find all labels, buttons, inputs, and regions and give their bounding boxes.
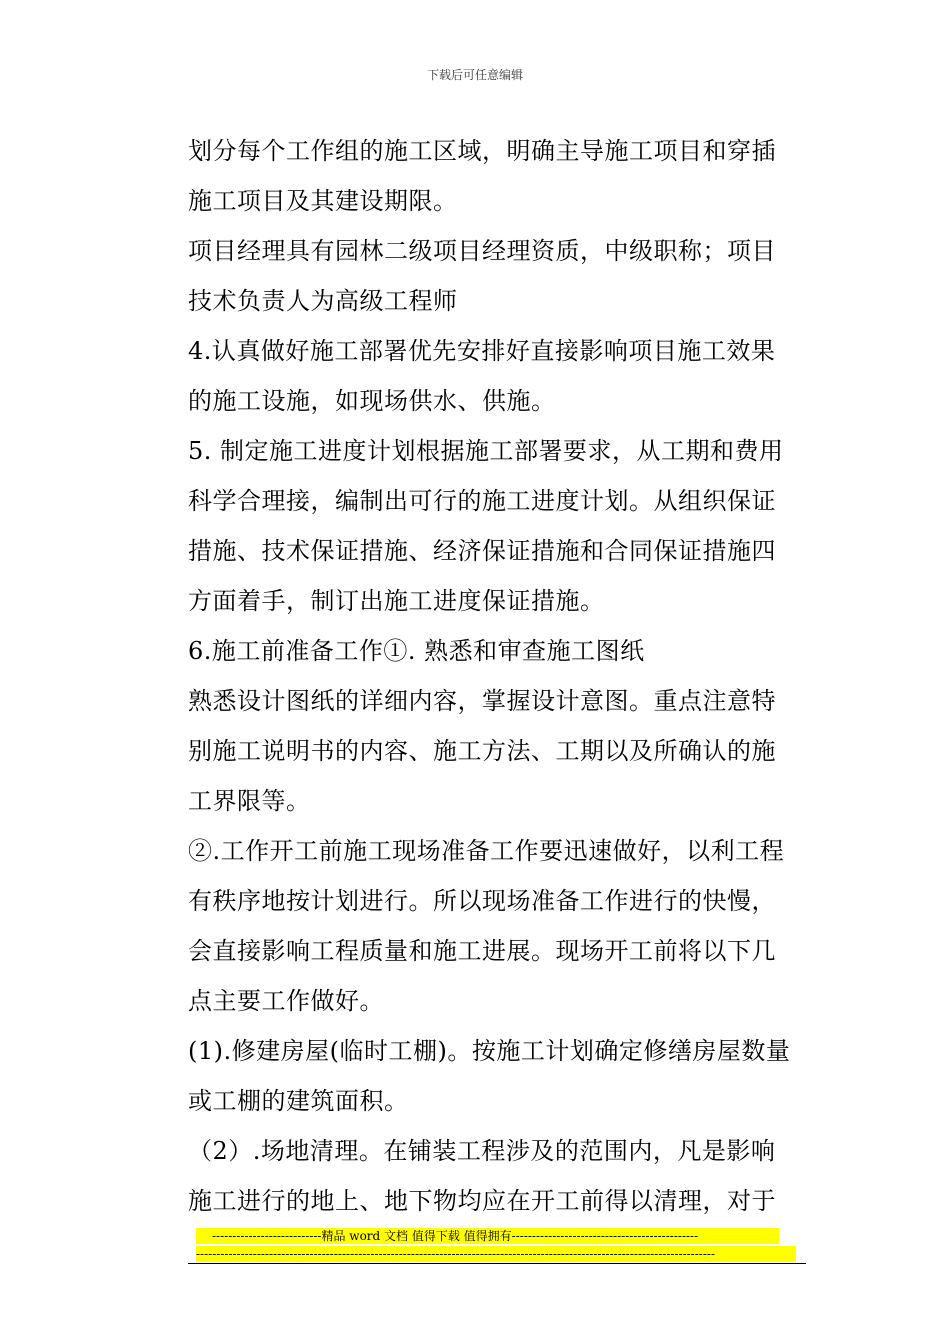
body-line: 工界限等。 [188,787,311,815]
body-line: (1).修建房屋(临时工棚)。按施工计划确定修缮房屋数量 [188,1037,791,1065]
body-line: 项目经理具有园林二级项目经理资质，中级职称；项目 [188,237,776,265]
body-line: 的施工设施，如现场供水、供施。 [188,387,556,415]
document-body [188,126,808,1226]
body-line: 施工进行的地上、地下物均应在开工前得以清理，对于 [188,1187,776,1215]
body-line: （2）.场地清理。在铺装工程涉及的范围内，凡是影响 [188,1137,776,1165]
body-line: 有秩序地按计划进行。所以现场准备工作进行的快慢， [188,887,776,915]
footer-divider [188,1263,806,1264]
body-line: 技术负责人为高级工程师 [188,287,458,315]
body-line: 熟悉设计图纸的详细内容，掌握设计意图。重点注意特 [188,687,776,715]
body-line: 科学合理接，编制出可行的施工进度计划。从组织保证 [188,487,776,515]
body-line: 点主要工作做好。 [188,987,384,1015]
body-line: 措施、技术保证措施、经济保证措施和合同保证措施四 [188,537,776,565]
page-header: 下载后可任意编辑 [426,68,523,82]
body-line: 或工棚的建筑面积。 [188,1087,409,1115]
body-line: 别施工说明书的内容、施工方法、工期以及所确认的施 [188,737,776,765]
body-line: 4.认真做好施工部署优先安排好直接影响项目施工效果 [188,337,776,365]
body-line: 施工项目及其建设期限。 [188,187,458,215]
body-line: 方面着手，制订出施工进度保证措施。 [188,587,605,615]
footer-banner [196,1228,796,1262]
body-line: 会直接影响工程质量和施工进展。现场开工前将以下几 [188,937,776,965]
body-line: 5. 制定施工进度计划根据施工部署要求，从工期和费用 [188,437,784,465]
body-line: ②.工作开工前施工现场准备工作要迅速做好，以利工程 [188,837,785,865]
body-line: 划分每个工作组的施工区域，明确主导施工项目和穿插 [188,137,776,165]
body-line: 6.施工前准备工作①. 熟悉和审查施工图纸 [188,637,645,665]
footer-banner-line: ---------------------------精品 word 文档 值得下载 值得拥有---------------------------------------------- [196,1228,779,1244]
footer-banner-line: -------------------------------------------------------------------------------------------------------------------------------- [196,1246,796,1262]
